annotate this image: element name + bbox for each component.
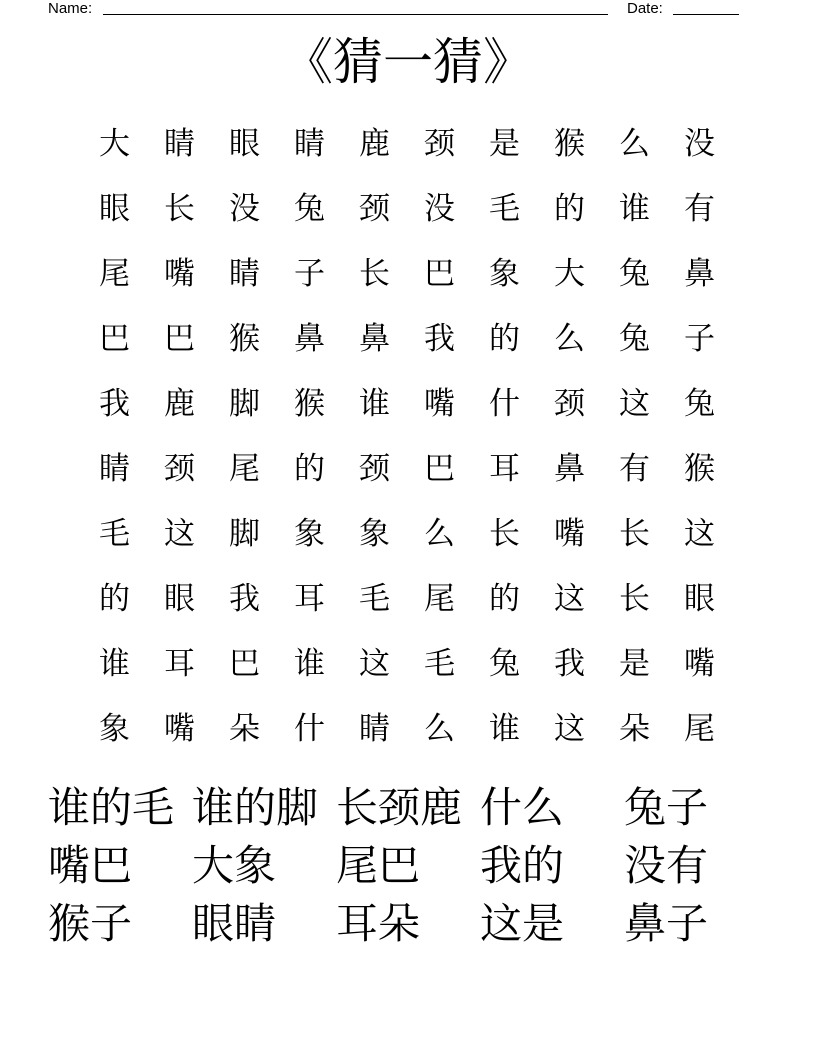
grid-cell: 什 — [489, 386, 520, 422]
grid-cell: 子 — [294, 256, 325, 292]
grid-cell: 毛 — [359, 581, 390, 617]
grid-cell: 长 — [489, 516, 520, 552]
grid-cell: 嘴 — [554, 516, 585, 552]
grid-cell: 尾 — [424, 581, 455, 617]
word-item: 兔子 — [624, 783, 709, 832]
grid-cell: 大 — [99, 126, 130, 162]
grid-row — [82, 315, 742, 380]
grid-cell: 我 — [554, 646, 585, 682]
word-row — [48, 780, 768, 838]
grid-cell: 猴 — [554, 126, 585, 162]
grid-row — [82, 510, 742, 575]
grid-cell: 这 — [359, 646, 390, 682]
word-item: 嘴巴 — [48, 841, 133, 890]
name-blank-line[interactable] — [103, 14, 608, 15]
grid-cell: 睛 — [359, 711, 390, 747]
grid-cell: 睛 — [294, 126, 325, 162]
grid-row — [82, 705, 742, 770]
word-row — [48, 838, 768, 896]
grid-cell: 尾 — [99, 256, 130, 292]
grid-cell: 巴 — [99, 321, 130, 357]
grid-cell: 颈 — [164, 451, 195, 487]
date-blank-line[interactable] — [673, 14, 739, 15]
grid-cell: 兔 — [294, 191, 325, 227]
grid-cell: 嘴 — [684, 646, 715, 682]
grid-cell: 兔 — [619, 321, 650, 357]
grid-cell: 眼 — [684, 581, 715, 617]
word-item: 谁的毛 — [48, 783, 175, 832]
grid-row — [82, 185, 742, 250]
grid-cell: 颈 — [554, 386, 585, 422]
grid-cell: 耳 — [294, 581, 325, 617]
name-label: Name: — [48, 0, 93, 17]
character-grid — [82, 120, 742, 770]
grid-cell: 谁 — [294, 646, 325, 682]
grid-cell: 的 — [489, 321, 520, 357]
grid-cell: 没 — [684, 126, 715, 162]
grid-cell: 么 — [554, 321, 585, 357]
word-item: 眼睛 — [192, 899, 277, 948]
grid-cell: 猴 — [684, 451, 715, 487]
grid-cell: 眼 — [229, 126, 260, 162]
grid-row — [82, 575, 742, 640]
grid-cell: 巴 — [229, 646, 260, 682]
grid-cell: 眼 — [164, 581, 195, 617]
grid-cell: 尾 — [684, 711, 715, 747]
grid-cell: 我 — [99, 386, 130, 422]
grid-cell: 长 — [619, 581, 650, 617]
word-item: 谁的脚 — [192, 783, 319, 832]
grid-cell: 嘴 — [164, 256, 195, 292]
word-bank — [48, 780, 768, 954]
grid-cell: 没 — [424, 191, 455, 227]
grid-cell: 嘴 — [424, 386, 455, 422]
word-row — [48, 896, 768, 954]
grid-cell: 长 — [359, 256, 390, 292]
grid-cell: 长 — [164, 191, 195, 227]
word-item: 什么 — [480, 783, 565, 832]
grid-cell: 朵 — [619, 711, 650, 747]
grid-cell: 巴 — [164, 321, 195, 357]
grid-cell: 猴 — [229, 321, 260, 357]
grid-cell: 猴 — [294, 386, 325, 422]
word-item: 猴子 — [48, 899, 133, 948]
grid-cell: 嘴 — [164, 711, 195, 747]
grid-cell: 鼻 — [554, 451, 585, 487]
grid-cell: 是 — [489, 126, 520, 162]
grid-cell: 这 — [554, 581, 585, 617]
grid-cell: 谁 — [359, 386, 390, 422]
grid-cell: 眼 — [99, 191, 130, 227]
grid-cell: 有 — [619, 451, 650, 487]
word-item: 尾巴 — [336, 841, 421, 890]
grid-cell: 兔 — [684, 386, 715, 422]
grid-cell: 鼻 — [684, 256, 715, 292]
word-item: 这是 — [480, 899, 565, 948]
grid-cell: 的 — [294, 451, 325, 487]
grid-cell: 是 — [619, 646, 650, 682]
grid-row — [82, 445, 742, 510]
grid-cell: 的 — [554, 191, 585, 227]
grid-cell: 巴 — [424, 451, 455, 487]
page-title: 《猜一猜》 — [283, 33, 533, 91]
grid-cell: 朵 — [229, 711, 260, 747]
grid-cell: 毛 — [489, 191, 520, 227]
grid-cell: 颈 — [359, 191, 390, 227]
grid-cell: 的 — [99, 581, 130, 617]
grid-cell: 鼻 — [294, 321, 325, 357]
word-item: 大象 — [192, 841, 277, 890]
grid-cell: 么 — [424, 711, 455, 747]
grid-cell: 鼻 — [359, 321, 390, 357]
grid-cell: 长 — [619, 516, 650, 552]
grid-cell: 象 — [99, 711, 130, 747]
grid-cell: 谁 — [489, 711, 520, 747]
grid-cell: 象 — [294, 516, 325, 552]
grid-cell: 睛 — [229, 256, 260, 292]
grid-cell: 么 — [424, 516, 455, 552]
grid-cell: 没 — [229, 191, 260, 227]
grid-cell: 象 — [489, 256, 520, 292]
header-line — [48, 0, 748, 20]
grid-cell: 颈 — [359, 451, 390, 487]
grid-cell: 大 — [554, 256, 585, 292]
grid-cell: 这 — [164, 516, 195, 552]
grid-cell: 我 — [424, 321, 455, 357]
grid-cell: 子 — [684, 321, 715, 357]
grid-cell: 鹿 — [164, 386, 195, 422]
word-item: 我的 — [480, 841, 565, 890]
grid-cell: 象 — [359, 516, 390, 552]
grid-cell: 的 — [489, 581, 520, 617]
grid-cell: 么 — [619, 126, 650, 162]
word-item: 耳朵 — [336, 899, 421, 948]
date-label: Date: — [627, 0, 663, 17]
grid-cell: 脚 — [229, 516, 260, 552]
grid-cell: 兔 — [489, 646, 520, 682]
grid-cell: 兔 — [619, 256, 650, 292]
grid-cell: 毛 — [424, 646, 455, 682]
word-item: 没有 — [624, 841, 709, 890]
grid-cell: 巴 — [424, 256, 455, 292]
grid-row — [82, 120, 742, 185]
grid-cell: 毛 — [99, 516, 130, 552]
grid-row — [82, 250, 742, 315]
grid-cell: 这 — [554, 711, 585, 747]
grid-cell: 睛 — [99, 451, 130, 487]
grid-row — [82, 380, 742, 445]
grid-cell: 我 — [229, 581, 260, 617]
grid-row — [82, 640, 742, 705]
grid-cell: 颈 — [424, 126, 455, 162]
grid-cell: 有 — [684, 191, 715, 227]
grid-cell: 谁 — [619, 191, 650, 227]
grid-cell: 这 — [684, 516, 715, 552]
grid-cell: 这 — [619, 386, 650, 422]
grid-cell: 脚 — [229, 386, 260, 422]
grid-cell: 耳 — [489, 451, 520, 487]
grid-cell: 睛 — [164, 126, 195, 162]
word-item: 长颈鹿 — [336, 783, 463, 832]
grid-cell: 谁 — [99, 646, 130, 682]
grid-cell: 什 — [294, 711, 325, 747]
grid-cell: 耳 — [164, 646, 195, 682]
grid-cell: 尾 — [229, 451, 260, 487]
word-item: 鼻子 — [624, 899, 709, 948]
grid-cell: 鹿 — [359, 126, 390, 162]
